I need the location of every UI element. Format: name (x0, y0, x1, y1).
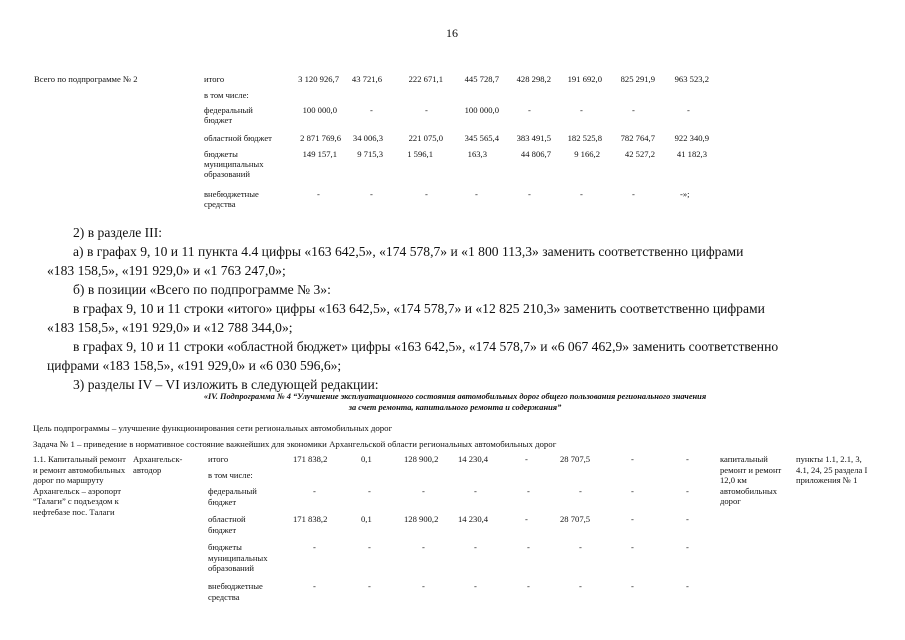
table-row-label: в том числе: (208, 470, 253, 480)
paragraph: «183 158,5», «191 929,0» и «1 763 247,0»; (47, 263, 286, 278)
section-heading: «IV. Подпрограмма № 4 “Улучшение эксплуатационного состояния автомобильных дорог общего пользования регионального значения за счет ремонта, капитального ремонта и содержания” (203, 392, 707, 412)
table-row-label: внебюджетные средства (208, 581, 263, 602)
expected-result: капитальный ремонт и ремонт 12,0 км автомобильных дорог (720, 454, 782, 507)
table-row-label: бюджеты муниципальных образований (208, 542, 268, 574)
table-row-label: федеральный бюджет (208, 486, 257, 507)
subprogram-goal: Цель подпрограммы – улучшение функционирования сети региональных автомобильных дорог (33, 423, 393, 433)
paragraph: 3) разделы IV – VI изложить в следующей редакции: (73, 377, 379, 392)
executor: Архангельск-автодор (133, 454, 183, 475)
page-number: 16 (446, 26, 458, 40)
paragraph: в графах 9, 10 и 11 строки «областной бюджет» цифры «163 642,5», «174 578,7» и «6 067 462,9» заменить соответственно (73, 339, 779, 354)
paragraph: а) в графах 9, 10 и 11 пункта 4.4 цифры «163 642,5», «174 578,7» и «1 800 113,3» заменить соответственно цифрами (73, 244, 744, 259)
paragraph: цифрами «183 158,5», «191 929,0» и «6 030 596,6»; (47, 358, 342, 373)
subprogram2-total-table: Всего по подпрограмме № 2 итого 3 120 926,7 43 721,6 222 671,1 445 728,7 428 298,2 191 692,0 825 291,9 963 523,2 в том числе: федеральный бюджет 100 000,0 - - 100 000,0 - - - - областной бюджет 2 871 769,6 34 006,3 221 075,0 345 565,4 383 491,5 182 525,8 782 764,7 922 340,9 бюджеты муниципальных образований 149 157,1 9 715,3 1 596,1 163,3 44 806,7 9 166,2 42 527,2 41 182,3 внебюджетные средства - - - - - - - -»; (34, 74, 709, 209)
table-row-label: итого (208, 454, 229, 464)
paragraph: «183 158,5», «191 929,0» и «12 788 344,0»; (47, 320, 293, 335)
paragraph: в графах 9, 10 и 11 строки «итого» цифры «163 642,5», «174 578,7» и «12 825 210,3» заменить соответственно цифрами (73, 301, 765, 316)
reference: пункты 1.1, 2.1, 3, 4.1, 24, 25 раздела I приложения № 1 (796, 454, 868, 486)
item-description: 1.1. Капитальный ремонт и ремонт автомобильных дорог по маршруту Архангельск – аэропорт “Талаги” с подъездом к нефтебазе пос. Талаги (33, 454, 126, 517)
document-page: 16 Всего по подпрограмме № 2 итого 3 120 926,7 43 721,6 222 671,1 445 728,7 428 298,2 191 692,0 825 291,9 963 523,2 в том числе: федеральный бюджет 100 000,0 - - 100 000,0 - - - - областной бюджет 2 871 769,6 34 006,3 221 075,0 345 565,4 383 491,5 182 525,8 782 764,7 922 340,9 бюджеты муниципальных образований 149 157,1 9 715,3 1 596,1 163,3 44 806,7 9 166,2 42 527,2 41 182,3 внебюджетные средства - - - - - - - -»; 2) в разделе III: а) в графах 9, 10 и 11 пункта 4.4 цифры «163 642,5», «174 578,7» и «1 800 113,3» заменить соответственно цифрами «183 158,5», «191 929,0» и «1 763 247,0»; б) в позиции «Всего по подпрограмме № 3»: в графах 9, 10 и 11 строки «итого» цифры «163 642,5», «174 578,7» и «12 825 210,3» заменить соответственно цифрами «183 158,5», «191 929,0» и «12 788 344,0»; в графах 9, 10 и 11 строки «областной бюджет» цифры «163 642,5», «174 578,7» и «6 067 462,9» заменить соответственно цифрами «183 158,5», «191 929,0» и «6 030 596,6»; 3) разделы IV – VI изложить в следующей редакции: «IV. Подпрограмма № 4 “Улучшение эксплуатационного состояния автомобильных дорог общего пользования регионального значения за счет ремонта, капитального ремонта и содержания” Цель подпрограммы – улучшение функционирования сети региональных автомобильных дорог Задача № 1 – приведение в нормативное состояние важнейших для экономики Архангельской области региональных автомобильных дорог 1.1. Капитальный ремонт и ремонт автомобильных дорог по маршруту Архангельск – аэропорт “Талаги” с подъездом к нефтебазе пос. Талаги Архангельск-автодор капитальный ремонт и ремонт 12,0 км автомобильных дорог пункты 1.1, 2.1, 3, 4.1, 24, 25 раздела I приложения № 1 итого 171 838,2 0,1 128 900,2 14 230,4 - 28 707,5 - - в том числе: федеральный бюджет - - - - - - - - областной бюджет 171 838,2 0,1 128 900,2 14 230,4 - 28 707,5 - - бюджеты муниципальных образований - - - - - - - - внебюджетные средства - - - - - - - - (0, 0, 905, 640)
task-title: Задача № 1 – приведение в нормативное состояние важнейших для экономики Архангельской области региональных автомобильных дорог (33, 439, 557, 449)
paragraph: б) в позиции «Всего по подпрограмме № 3»: (73, 282, 331, 297)
table-title: Всего по подпрограмме № 2 (34, 74, 138, 84)
table-row-label: областной бюджет (208, 514, 246, 535)
paragraph: 2) в разделе III: (73, 225, 163, 240)
